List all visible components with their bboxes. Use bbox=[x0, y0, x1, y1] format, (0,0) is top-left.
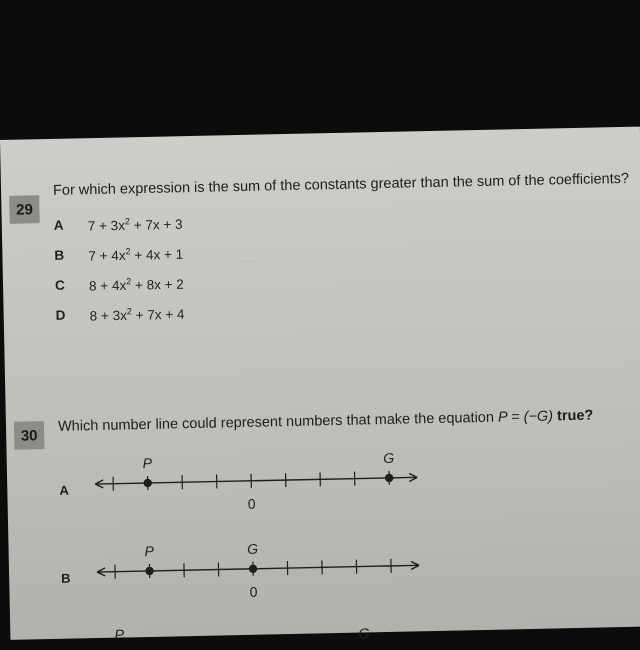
option-expression: $7 + 3x^2 + 7x + 3$ bbox=[88, 215, 183, 233]
label-g: G bbox=[383, 450, 394, 466]
worksheet-page bbox=[0, 127, 640, 640]
label-zero: 0 bbox=[249, 584, 257, 600]
option-letter: A bbox=[54, 218, 64, 233]
option-letter: D bbox=[56, 308, 66, 323]
question-30-number: 30 bbox=[14, 421, 45, 450]
number-line-a bbox=[91, 447, 432, 524]
point-p bbox=[145, 567, 154, 576]
question-29-option-c[interactable] bbox=[0, 127, 640, 140]
point-g bbox=[249, 565, 258, 574]
question-29-option-d[interactable] bbox=[0, 127, 640, 140]
option-letter: B bbox=[61, 571, 71, 586]
question-29-prompt: For which expression is the sum of the constants greater than the sum of the coefficients? bbox=[53, 171, 629, 199]
option-letter: C bbox=[55, 278, 65, 293]
point-p bbox=[143, 479, 152, 488]
label-p: P bbox=[142, 455, 152, 471]
label-p: P bbox=[144, 543, 154, 559]
point-g bbox=[385, 474, 394, 483]
equation: P = (−G) bbox=[498, 408, 553, 425]
question-30-option-b[interactable] bbox=[0, 127, 640, 140]
bleed-through: — bbox=[242, 255, 253, 267]
question-29-number: 29 bbox=[9, 195, 40, 224]
partial-g-label: G bbox=[358, 626, 370, 642]
partial-p-label: P bbox=[114, 628, 124, 644]
label-g: G bbox=[247, 541, 258, 557]
option-expression: $8 + 4x^2 + 8x + 2$ bbox=[89, 275, 184, 293]
option-expression: $8 + 3x^2 + 7x + 4$ bbox=[90, 305, 185, 323]
question-29-option-a[interactable] bbox=[0, 127, 640, 140]
option-letter: B bbox=[54, 248, 64, 263]
number-line-b bbox=[92, 535, 433, 612]
option-letter: A bbox=[59, 483, 69, 498]
question-30-prompt: Which number line could represent numbers that make the equation P = (−G) true? bbox=[58, 408, 594, 435]
option-expression: $7 + 4x^2 + 4x + 1$ bbox=[88, 245, 183, 263]
label-zero: 0 bbox=[248, 496, 256, 512]
question-29-option-b[interactable] bbox=[0, 127, 640, 140]
question-30-option-a[interactable] bbox=[0, 127, 640, 140]
